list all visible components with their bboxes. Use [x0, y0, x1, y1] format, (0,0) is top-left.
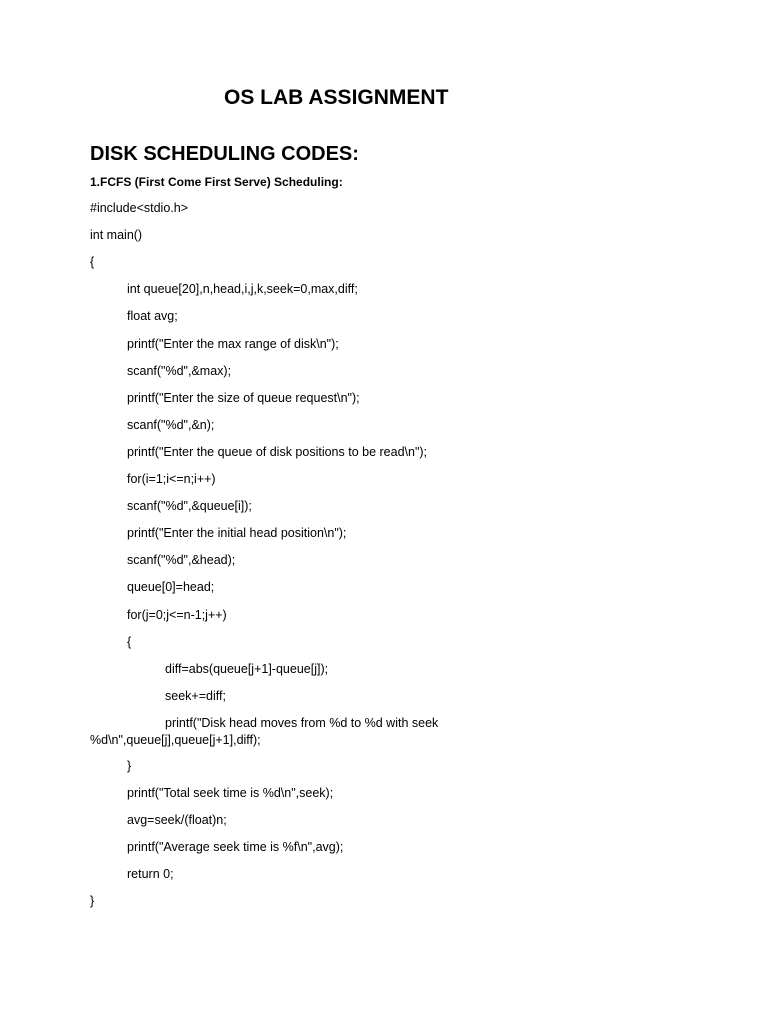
code-line: }: [90, 894, 95, 908]
code-line: for(j=0;j<=n-1;j++): [127, 607, 227, 622]
code-line: diff=abs(queue[j+1]-queue[j]);: [165, 661, 329, 676]
code-line: scanf("%d",&max);: [127, 363, 232, 378]
code-line: printf("Disk head moves from %d to %d with seek: [165, 715, 439, 730]
subsection-heading: 1.FCFS (First Come First Serve) Scheduling:: [90, 175, 343, 189]
code-line: printf("Total seek time is %d\n",seek);: [127, 785, 334, 800]
code-line: }: [127, 758, 132, 773]
code-line: float avg;: [127, 309, 178, 324]
code-line: printf("Average seek time is %f\n",avg);: [127, 839, 344, 854]
code-line: scanf("%d",&queue[i]);: [127, 499, 252, 514]
code-line: int queue[20],n,head,i,j,k,seek=0,max,diff;: [127, 282, 358, 297]
code-line: avg=seek/(float)n;: [127, 812, 227, 827]
code-line: scanf("%d",&n);: [127, 417, 215, 432]
code-line: queue[0]=head;: [127, 580, 215, 595]
code-line: int main(): [90, 228, 143, 243]
code-line: printf("Enter the size of queue request\n");: [127, 390, 360, 405]
code-line: return 0;: [127, 866, 174, 881]
code-line: printf("Enter the queue of disk positions to be read\n");: [127, 444, 428, 459]
code-line: printf("Enter the initial head position\n");: [127, 526, 347, 541]
code-line: #include<stdio.h>: [90, 201, 188, 215]
code-line: printf("Enter the max range of disk\n");: [127, 336, 339, 351]
section-heading: DISK SCHEDULING CODES:: [90, 143, 359, 165]
code-line: scanf("%d",&head);: [127, 553, 236, 568]
code-line-wrap: %d\n",queue[j],queue[j+1],diff);: [90, 732, 261, 747]
code-line: for(i=1;i<=n;i++): [127, 472, 216, 486]
document-title: OS LAB ASSIGNMENT: [224, 86, 449, 109]
code-line: {: [127, 634, 132, 649]
code-line: {: [90, 255, 95, 270]
code-line: seek+=diff;: [165, 688, 226, 703]
